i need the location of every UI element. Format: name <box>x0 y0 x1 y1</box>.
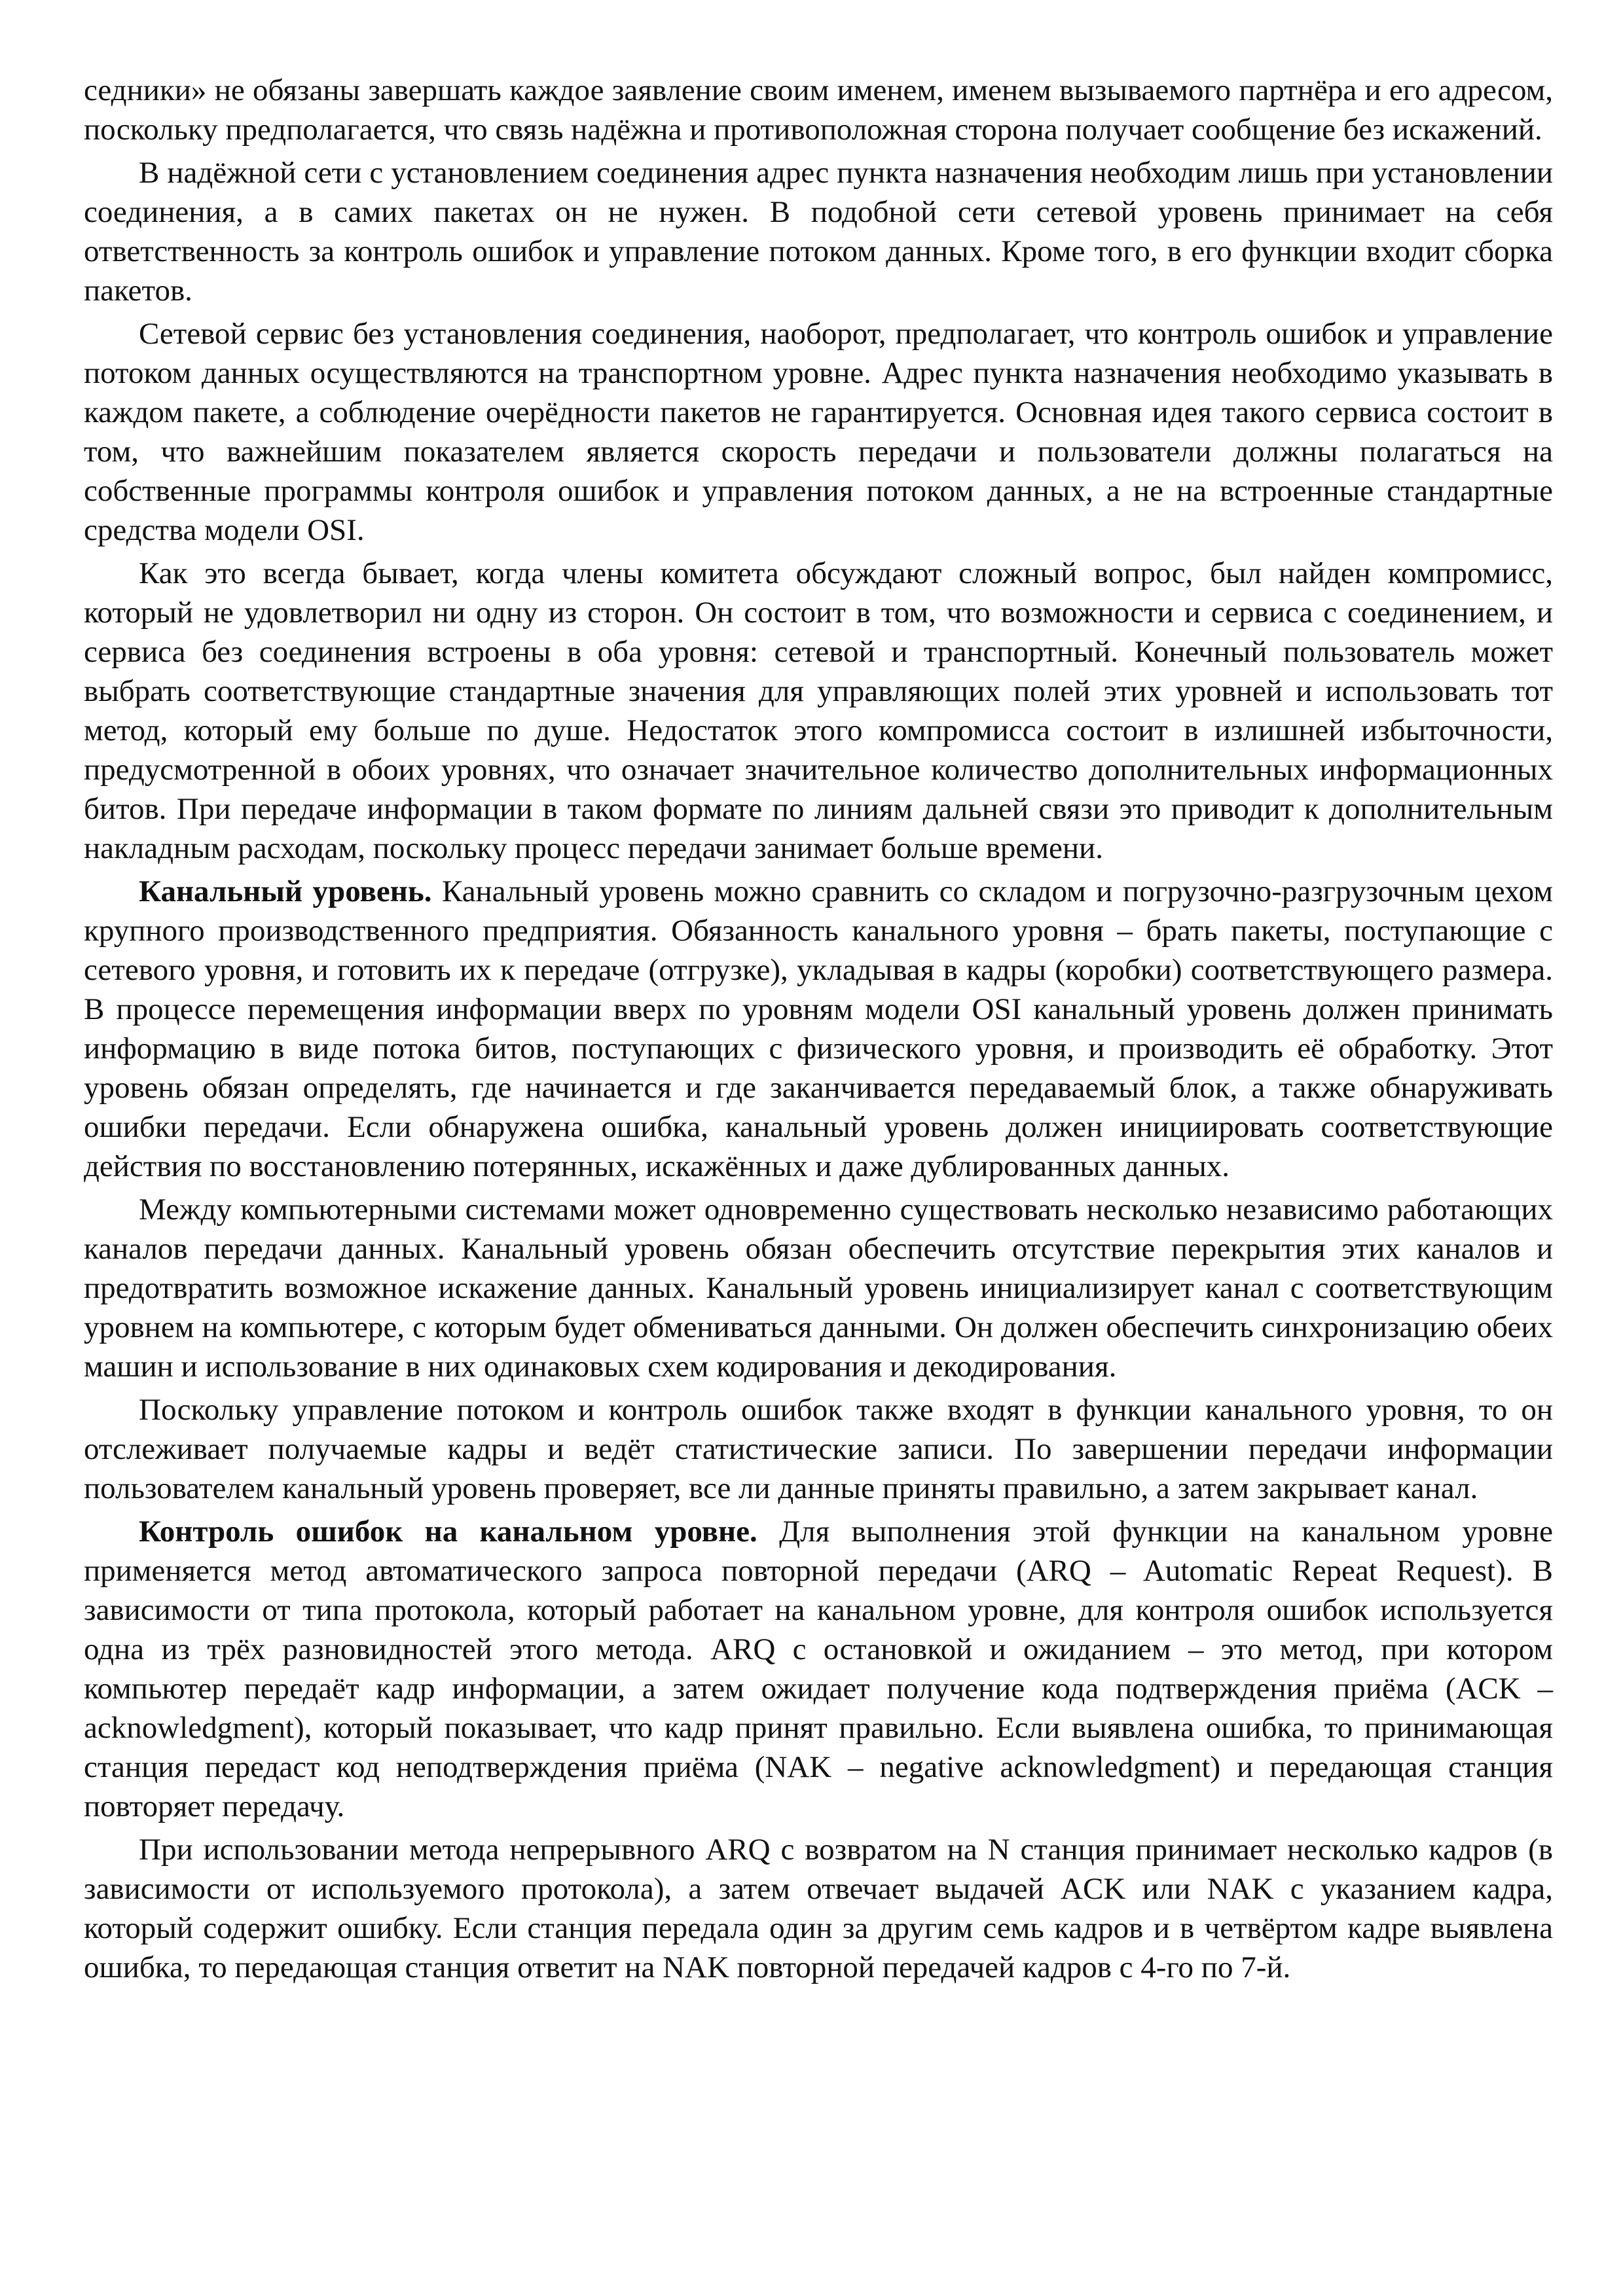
paragraph-3-text: Сетевой сервис без установления соединения, наоборот, предполагает, что контроль ошибок и управление потоком данных осуществляются на транспортном уровне. Адрес пункта назначения необходимо указывать в каждом пакете, а соблюдение очерёдности пакетов не гарантируется. Основная идея такого сервиса состоит в том, что важнейшим показателем является скорость передачи и пользователи должны полагаться на собственные программы контроля ошибок и управления потоком данных, а не на встроенные стандартные средства модели OSI. <box>84 317 1553 547</box>
paragraph-8-text: Для выполнения этой функции на канальном уровне применяется метод автоматического запроса повторной передачи (ARQ – Automatic Repeat Request). В зависимости от типа протокола, который работает на канальном уровне, для контроля ошибок используется одна из трёх разновидностей этого метода. ARQ с остановкой и ожиданием – это метод, при котором компьютер передаёт кадр информации, а затем ожидает получение кода подтверждения приёма (ACK – acknowledgment), который показывает, что кадр принят правильно. Если выявлена ошибка, то принимающая станция передаст код неподтверждения приёма (NAK – negative acknowledgment) и передающая станция повторяет передачу. <box>84 1515 1553 1823</box>
paragraph-7-text: Поскольку управление потоком и контроль ошибок также входят в функции канального уровня, то он отслеживает получаемые кадры и ведёт статистические записи. По завершении передачи информации пользователем канальный уровень проверяет, все ли данные приняты правильно, а затем закрывает канал. <box>84 1393 1553 1505</box>
paragraph-4-text: Как это всегда бывает, когда члены комитета обсуждают сложный вопрос, был найден компромисс, который не удовлетворил ни одну из сторон. Он состоит в том, что возможности и сервиса с соединением, и сервиса без соединения встроены в оба уровня: сетевой и транспортный. Конечный пользователь может выбрать соответствующие стандартные значения для управляющих полей этих уровней и использовать тот метод, который ему больше по душе. Недостаток этого компромисса состоит в излишней избыточности, предусмотренной в обоих уровнях, что означает значительное количество дополнительных информационных битов. При передаче информации в таком формате по линиям дальней связи это приводит к дополнительным накладным расходам, поскольку процесс передачи занимает больше времени. <box>84 556 1553 865</box>
paragraph-7 <box>84 1390 1553 1508</box>
section-heading-error-control: Контроль ошибок на канальном уровне. <box>139 1515 757 1549</box>
paragraph-2-text: В надёжной сети с установлением соединения адрес пункта назначения необходим лишь при установлении соединения, а в самих пакетах он не нужен. В подобной сети сетевой уровень принимает на себя ответственность за контроль ошибок и управление потоком данных. Кроме того, в его функции входит сборка пакетов. <box>84 156 1553 308</box>
paragraph-3 <box>84 314 1553 550</box>
paragraph-4 <box>84 554 1553 868</box>
paragraph-2 <box>84 153 1553 310</box>
paragraph-1 <box>84 71 1553 149</box>
paragraph-9-text: При использовании метода непрерывного ARQ с возвратом на N станция принимает несколько кадров (в зависимости от используемого протокола), а затем отвечает выдачей ACK или NAK с указанием кадра, который содержит ошибку. Если станция передала один за другим семь кадров и в четвёртом кадре выявлена ошибка, то передающая станция ответит на NAK повторной передачей кадров с 4-го по 7-й. <box>84 1833 1553 1984</box>
paragraph-1-text: седники» не обязаны завершать каждое заявление своим именем, именем вызываемого партнёра и его адресом, поскольку предполагается, что связь надёжна и противоположная сторона получает сообщение без искажений. <box>84 73 1553 147</box>
paragraph-9 <box>84 1830 1553 1987</box>
paragraph-5-text: Канальный уровень можно сравнить со складом и погрузочно-разгрузочным цехом крупного производственного предприятия. Обязанность канального уровня – брать пакеты, поступающие с сетевого уровня, и готовить их к передаче (отгрузке), укладывая в кадры (коробки) соответствующего размера. В процессе перемещения информации вверх по уровням модели OSI канальный уровень должен принимать информацию в виде потока битов, поступающих с физического уровня, и производить её обработку. Этот уровень обязан определять, где начинается и где заканчивается передаваемый блок, а также обнаруживать ошибки передачи. Если обнаружена ошибка, канальный уровень должен инициировать соответствующие действия по восстановлению потерянных, искажённых и даже дублированных данных. <box>84 874 1553 1183</box>
paragraph-6 <box>84 1190 1553 1386</box>
paragraph-8 <box>84 1512 1553 1826</box>
paragraph-6-text: Между компьютерными системами может одновременно существовать несколько независимо работающих каналов передачи данных. Канальный уровень обязан обеспечить отсутствие перекрытия этих каналов и предотвратить возможное искажение данных. Канальный уровень инициализирует канал с соответствующим уровнем на компьютере, с которым будет обмениваться данными. Он должен обеспечить синхронизацию обеих машин и использование в них одинаковых схем кодирования и декодирования. <box>84 1193 1553 1384</box>
paragraph-5 <box>84 872 1553 1186</box>
section-heading-data-link-layer: Канальный уровень. <box>139 874 432 908</box>
document-page <box>84 71 1553 1987</box>
